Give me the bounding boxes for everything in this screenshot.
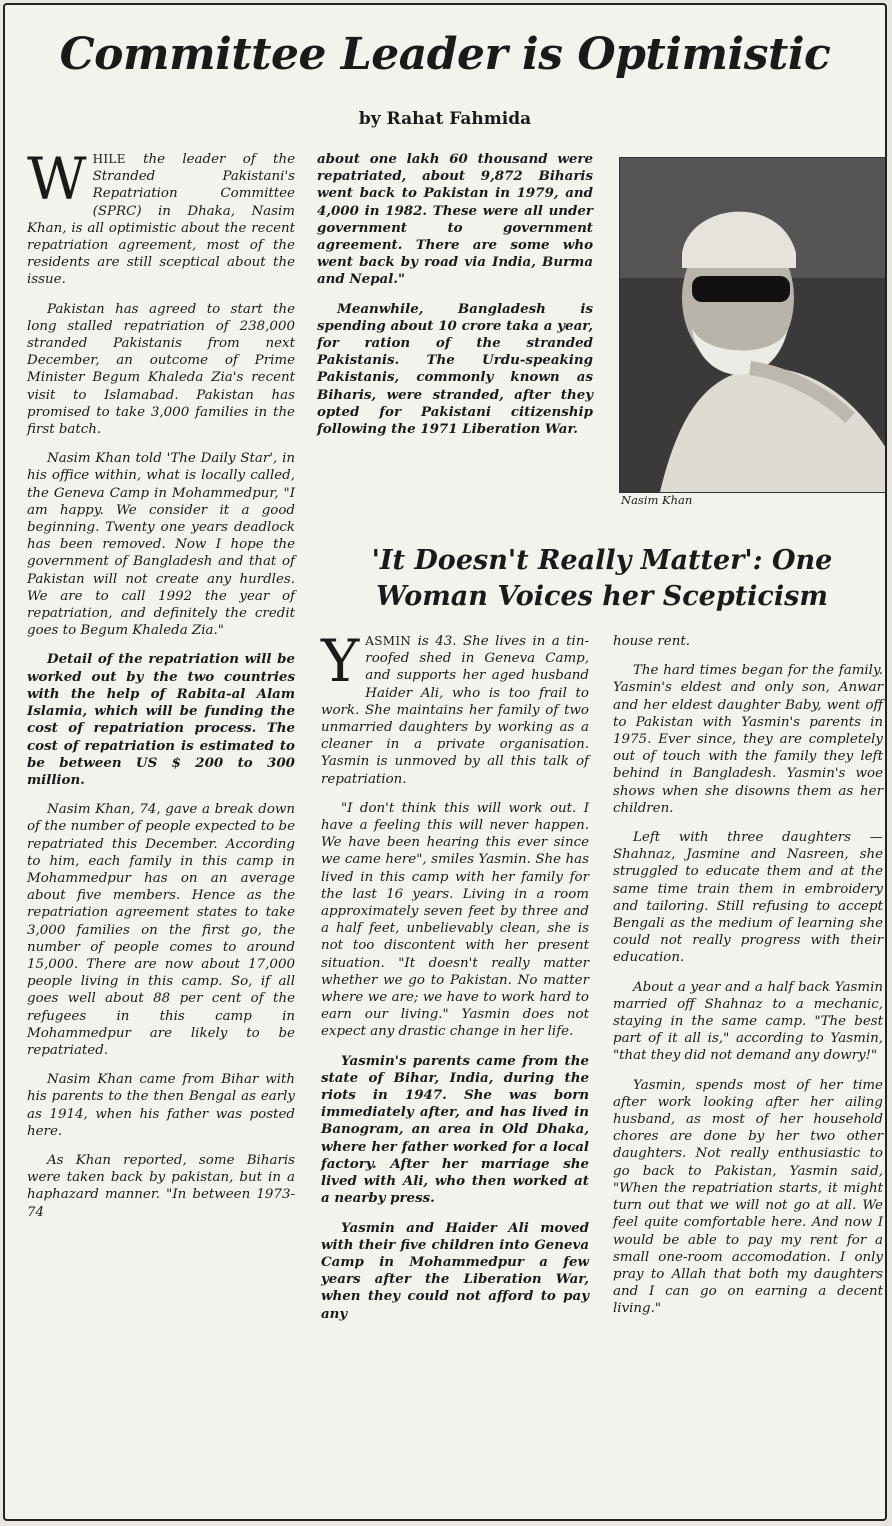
- sidebar-paragraph: [321, 627, 589, 788]
- sidebar-paragraph: "I don't think this will work out. I have a feeling this will never happen. We have been hearing this ever since we came here", smiles Yasmin. She has lived in this camp with her family for the last 16 years. Living in a room approximately seven feet by three and a half feet, unbelievably clean, she is not too discontent with her present situation. "It doesn't really matter whether we go to Pakistan. No matter where we are; we have to work hard to earn our living." Yasmin does not expect any drastic change in her life.: [321, 800, 589, 1040]
- article-paragraph: about one lakh 60 thousand were repatriated, about 9,872 Biharis went back to Pakistan in 1979, and 4,000 in 1982. These were all under government to government agreement. There are some who went back by road via India, Burma and Nepal.": [317, 151, 593, 288]
- sidebar-paragraph: The hard times began for the family. Yasmin's eldest and only son, Anwar and her eldest daughter Baby, went off to Pakistan with Yasmin's parents in 1975. Ever since, they are completely out of touch with the family they left behind in Bangladesh. Yasmin's woe shows when she disowns them as her children.: [613, 663, 883, 816]
- sidebar-paragraph: Left with three daughters — Shahnaz, Jasmine and Nasreen, she struggled to educate them and at the same time train them in embroidery and tailoring. Still refusing to accept Bengali as the medium of learning she could not really progress with their education.: [613, 830, 883, 966]
- portrait-illustration: [620, 158, 886, 492]
- article-paragraph: Nasim Khan told 'The Daily Star', in his office within, what is locally called, the Geneva Camp in Mohammedpur, "I am happy. We consider it a good beginning. Twenty one years deadlock has been removed. Now I hope the government of Bangladesh and that of Pakistan will not create any hurdles. We are to call 1992 the year of repatriation, and definitely the credit goes to Begum Khaleda Zia.": [27, 451, 295, 639]
- sidebar-headline: 'It Doesn't Really Matter': One Woman Voices her Scepticism: [371, 545, 833, 612]
- article-headline: Committee Leader is Optimistic: [59, 29, 831, 80]
- article-paragraph: As Khan reported, some Biharis were taken back by pakistan, but in a haphazard manner. "In between 1973-74: [27, 1152, 295, 1220]
- article-paragraph: Detail of the repatriation will be worked out by the two countries with the help of Rabita-al Alam Islamia, which will be funding the cost of repatriation process. The cost of repatriation is estimated to be between US $ 200 to 300 million.: [27, 651, 295, 788]
- article-column-1: [27, 145, 295, 1233]
- article-paragraph: [27, 145, 295, 289]
- article-paragraph: Nasim Khan, 74, gave a break down of the number of people expected to be repatriated this December. According to him, each family in this camp in Mohammedpur has on an average about five members. Hence as the repatriation agreement states to take 3,000 families on the first go, the number of people comes to around 15,000. There are now about 17,000 people living in this camp. So, if all goes well about 88 per cent of the refugees in this camp in Mohammedpur are likely to be repatriated.: [27, 802, 295, 1058]
- sidebar-paragraph: house rent.: [613, 634, 690, 649]
- sidebar-paragraph: Yasmin, spends most of her time after work looking after her ailing husband, as most of her household chores are done by her two other daughters. Not really enthusiastic to go back to Pakistan, Yasmin said, "When the repatriation starts, it might turn out that we will not go at all. We feel quite comfortable here. And now I would be able to pay my rent for a small one-room accomodation. I only pray to Allah that both my daughters and I can go on earning a decent living.": [613, 1077, 883, 1317]
- photo-caption: Nasim Khan: [621, 493, 693, 507]
- portrait-photo: [619, 157, 887, 493]
- lead-word: HILE: [92, 152, 126, 166]
- paragraph-text: the leader of the Stranded Pakistani's Repatriation Committee (SPRC) in Dhaka, Nasim Khan, is all optimistic about the recent repatriation agreement, most of the residents are still sceptical about the issue.: [27, 152, 295, 288]
- article-column-2: [317, 151, 593, 450]
- article-paragraph: Pakistan has agreed to start the long stalled repatriation of 238,000 stranded Pakistanis from next December, an outcome of Prime Minister Begum Khaleda Zia's recent visit to Islamabad. Pakistan has promised to take 3,000 families in the first batch.: [27, 301, 295, 438]
- article-paragraph: Meanwhile, Bangladesh is spending about 10 crore taka a year, for ration of the stranded Pakistanis. The Urdu-speaking Pakistanis, commonly known as Biharis, were stranded, after they opted for Pakistani citizenship following the 1971 Liberation War.: [317, 300, 593, 438]
- newspaper-clipping: [3, 3, 887, 1521]
- lead-word: ASMIN: [365, 634, 412, 648]
- sidebar-column-2: [613, 633, 883, 1330]
- paragraph-text: is 43. She lives in a tin-roofed shed in Geneva Camp, and supports her aged husband Haider Ali, who is too frail to work. She maintains her family of two unmarried daughters by working as a cleaner in a private organisation. Yasmin is unmoved by all this talk of repatriation.: [321, 634, 589, 787]
- sidebar-paragraph: Yasmin and Haider Ali moved with their five children into Geneva Camp in Mohammedpur a few years after the Liberation War, when they could not afford to pay any: [321, 1219, 589, 1322]
- drop-cap: Y: [321, 627, 360, 695]
- article-byline: by Rahat Fahmida: [358, 109, 532, 129]
- sidebar-column-1: [321, 627, 589, 1335]
- drop-cap: W: [27, 145, 87, 213]
- article-paragraph: Nasim Khan came from Bihar with his parents to the then Bengal as early as 1914, when his father was posted here.: [27, 1072, 295, 1139]
- sidebar-paragraph: Yasmin's parents came from the state of Bihar, India, during the riots in 1947. She was born immediately after, and has lived in Banogram, an area in Old Dhaka, where her father worked for a local factory. After her marriage she lived with Ali, who then worked at a nearby press.: [321, 1052, 589, 1207]
- sidebar-paragraph: About a year and a half back Yasmin married off Shahnaz to a mechanic, staying in the same camp. "The best part of it all is," according to Yasmin, "that they did not demand any dowry!": [613, 979, 883, 1064]
